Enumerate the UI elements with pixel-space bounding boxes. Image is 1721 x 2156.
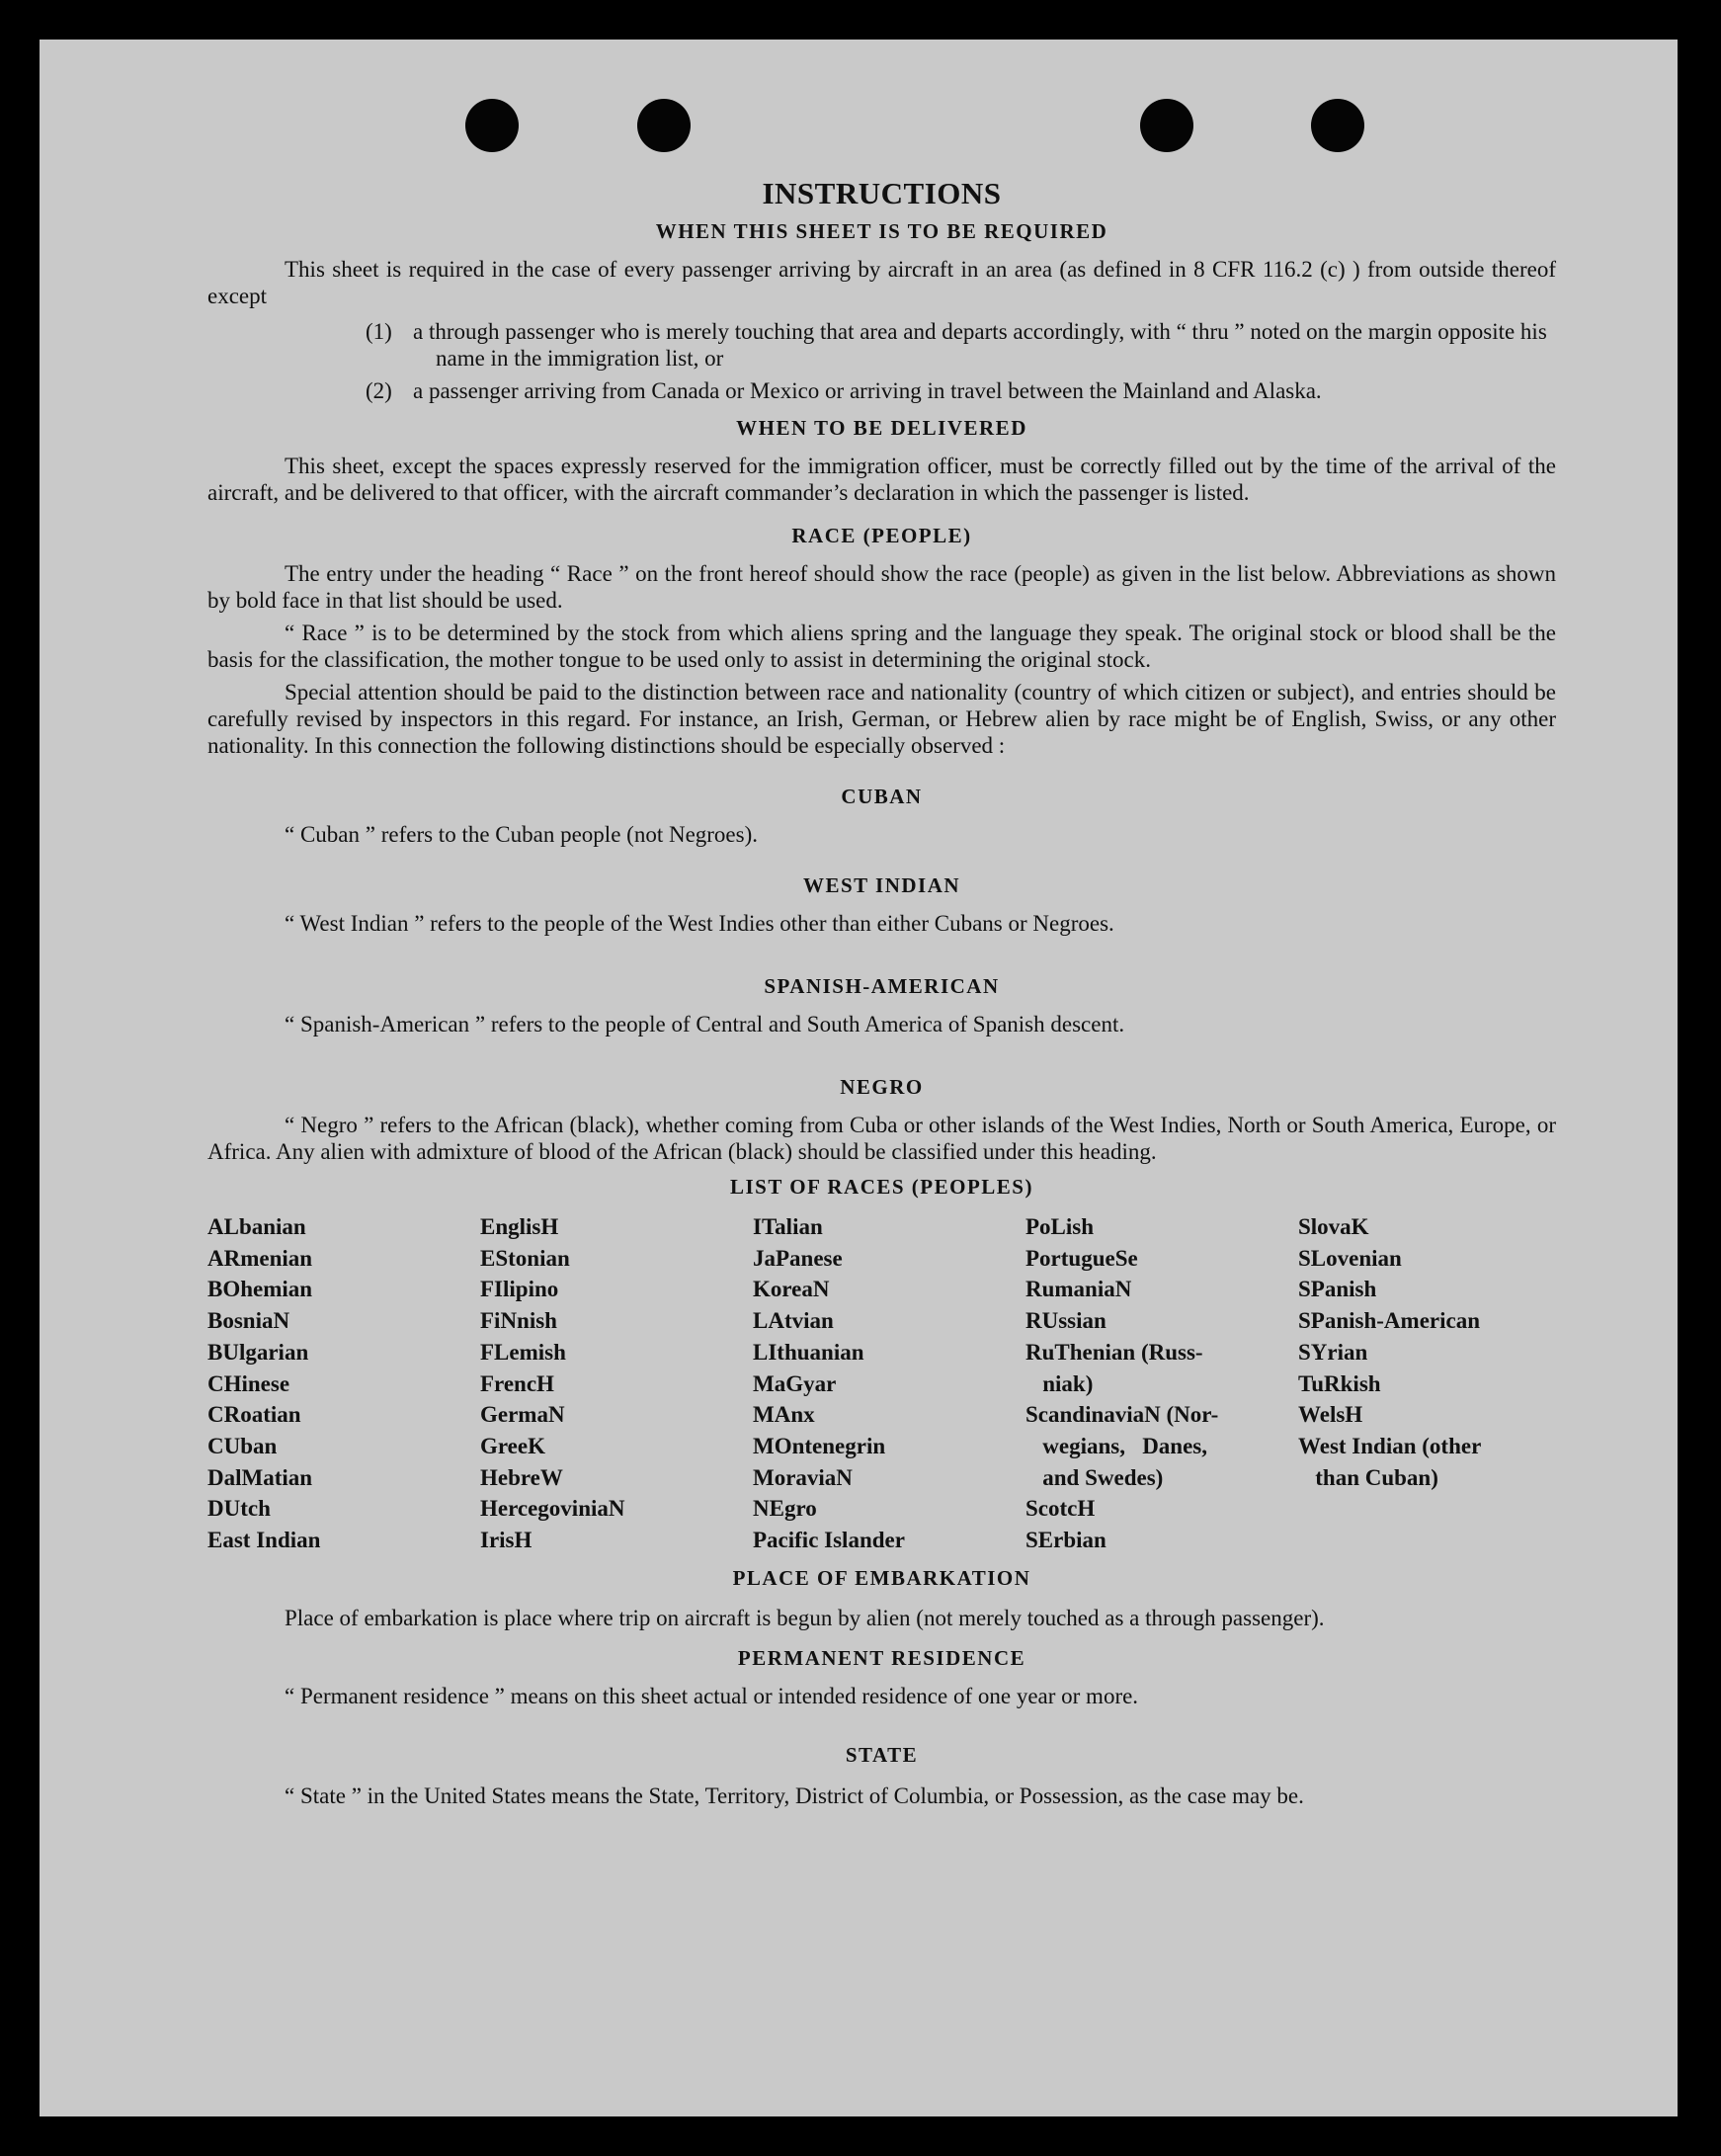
residence-text: “ Permanent residence ” means on this sheet actual or intended residence of one year or more. xyxy=(285,1683,1139,1708)
exception-item-1-num: (1) xyxy=(366,319,392,344)
when-delivered-heading: WHEN TO BE DELIVERED xyxy=(736,416,1027,440)
residence-heading: PERMANENT RESIDENCE xyxy=(737,1645,1026,1670)
race-entry: East Indian xyxy=(207,1528,321,1553)
west-indian-text: “ West Indian ” refers to the people of the West Indies other than either Cubans or Negroes. xyxy=(285,911,1114,936)
race-entry: BosniaN xyxy=(207,1308,290,1334)
cuban-heading: CUBAN xyxy=(841,785,923,808)
punch-hole-2 xyxy=(637,99,691,152)
race-entry: SYrian xyxy=(1298,1339,1368,1365)
negro-heading: NEGRO xyxy=(840,1075,924,1099)
race-entry: RumaniaN xyxy=(1025,1277,1132,1302)
race-paragraph-2: “ Race ” is to be determined by the stock from which aliens spring and the language they speak. The original stock or blood shall be the basis for the classification, the mother tongue to be used only to assist in determining the original stock. xyxy=(207,621,1556,672)
race-entry: RuThenian (Russ- xyxy=(1025,1339,1203,1365)
when-required-heading: WHEN THIS SHEET IS TO BE REQUIRED xyxy=(655,219,1108,243)
state-heading: STATE xyxy=(845,1742,919,1767)
spanish-american-heading: SPANISH-AMERICAN xyxy=(764,974,1000,998)
race-entry: CHinese xyxy=(207,1370,290,1396)
punch-hole-4 xyxy=(1311,99,1364,152)
race-entry: EStonian xyxy=(480,1245,570,1271)
race-entry: EnglisH xyxy=(480,1214,559,1239)
race-entry: than Cuban) xyxy=(1298,1464,1438,1490)
exception-item-1 xyxy=(366,318,1556,372)
page-title: INSTRUCTIONS xyxy=(762,176,1002,210)
race-entry: FLemish xyxy=(480,1339,566,1365)
race-entry: niak) xyxy=(1025,1370,1094,1396)
race-entry: NEgro xyxy=(753,1496,817,1522)
race-entry: and Swedes) xyxy=(1025,1464,1164,1490)
west-indian-heading: WEST INDIAN xyxy=(802,873,961,897)
race-column-2 xyxy=(480,1211,753,1556)
race-entry: HebreW xyxy=(480,1464,563,1490)
race-entry: SPanish-American xyxy=(1298,1308,1480,1334)
punch-hole-3 xyxy=(1140,99,1193,152)
race-entry: HercegoviniaN xyxy=(480,1496,625,1522)
race-entry: MOntenegrin xyxy=(753,1433,886,1458)
spanish-american-text: “ Spanish-American ” refers to the people of Central and South America of Spanish descent. xyxy=(285,1012,1125,1037)
race-entry: PortugueSe xyxy=(1025,1245,1138,1271)
race-entry: ALbanian xyxy=(207,1214,306,1239)
race-entry: PoLish xyxy=(1025,1214,1095,1239)
exception-item-2 xyxy=(366,377,1556,404)
race-column-4 xyxy=(1025,1211,1298,1556)
race-entry: West Indian (other xyxy=(1298,1433,1482,1458)
race-entry: MaGyar xyxy=(753,1370,837,1396)
state-text: “ State ” in the United States means the State, Territory, District of Columbia, or Possession, as the case may be. xyxy=(285,1783,1304,1808)
race-entry: SlovaK xyxy=(1298,1214,1369,1239)
race-entry: FIlipino xyxy=(480,1277,559,1302)
race-entry: ITalian xyxy=(753,1214,823,1239)
race-entry: SErbian xyxy=(1025,1528,1106,1553)
when-required-intro: This sheet is required in the case of every passenger arriving by aircraft in an area (as defined in 8 CFR 116.2 (c) ) from outside thereof except xyxy=(207,257,1556,308)
race-entry: FrencH xyxy=(480,1370,554,1396)
exception-item-2-num: (2) xyxy=(366,378,392,403)
race-entry: SPanish xyxy=(1298,1277,1377,1302)
cuban-text: “ Cuban ” refers to the Cuban people (not Negroes). xyxy=(285,822,759,847)
race-entry: GreeK xyxy=(480,1433,545,1458)
embarkation-heading: PLACE OF EMBARKATION xyxy=(732,1565,1031,1590)
race-entry: KoreaN xyxy=(753,1277,830,1302)
race-entry: FiNnish xyxy=(480,1308,557,1334)
punch-hole-1 xyxy=(465,99,519,152)
race-entry: IrisH xyxy=(480,1528,533,1553)
race-paragraph-1: The entry under the heading “ Race ” on the front hereof should show the race (people) as given in the list below. Abbreviations as shown by bold face in that list should be used. xyxy=(207,561,1556,613)
race-entry: LAtvian xyxy=(753,1308,834,1334)
race-entry: CUban xyxy=(207,1433,278,1458)
race-entry: ARmenian xyxy=(207,1245,313,1271)
race-entry: MAnx xyxy=(753,1402,815,1428)
document-sheet xyxy=(40,40,1678,2116)
race-entry: Pacific Islander xyxy=(753,1528,905,1553)
race-paragraph-3: Special attention should be paid to the distinction between race and nationality (country of which citizen or subject), and entries should be carefully revised by inspectors in this regard. For instance, an Irish, German, or Hebrew alien by race might be of English, Swiss, or any other nationality. In this connection the following distinctions should be especially observed : xyxy=(207,680,1556,758)
exception-item-1-text: a through passenger who is merely touching that area and departs accordingly, with “ thru ” noted on the margin opposite his name in the immigration list, or xyxy=(413,319,1547,371)
race-entry: JaPanese xyxy=(753,1245,843,1271)
race-entry: LIthuanian xyxy=(753,1339,864,1365)
race-entry: ScandinaviaN (Nor- xyxy=(1025,1402,1219,1428)
when-delivered-text: This sheet, except the spaces expressly reserved for the immigration officer, must be correctly filled out by the time of the arrival of the aircraft, and be delivered to that officer, with the aircraft commander’s declaration in which the passenger is listed. xyxy=(207,454,1556,505)
race-entry: GermaN xyxy=(480,1402,565,1428)
race-entry: CRoatian xyxy=(207,1402,301,1428)
race-column-1 xyxy=(207,1211,480,1556)
race-entry: SLovenian xyxy=(1298,1245,1402,1271)
race-entry: TuRkish xyxy=(1298,1370,1381,1396)
race-entry: MoraviaN xyxy=(753,1464,853,1490)
instructions-content xyxy=(207,176,1556,1813)
race-entry: BUlgarian xyxy=(207,1339,309,1365)
race-entry: ScotcH xyxy=(1025,1496,1096,1522)
race-entry: DUtch xyxy=(207,1496,271,1522)
list-of-races-heading: LIST OF RACES (PEOPLES) xyxy=(730,1175,1033,1199)
race-heading: RACE (PEOPLE) xyxy=(791,524,972,547)
race-list xyxy=(207,1211,1556,1556)
race-entry: wegians, Danes, xyxy=(1025,1433,1208,1458)
race-entry: DalMatian xyxy=(207,1464,313,1490)
exception-item-2-text: a passenger arriving from Canada or Mexico or arriving in travel between the Mainland and Alaska. xyxy=(413,378,1322,403)
race-entry: BOhemian xyxy=(207,1277,313,1302)
negro-text: “ Negro ” refers to the African (black), whether coming from Cuba or other islands of the West Indies, North or South America, Europe, or Africa. Any alien with admixture of blood of the African (black) should be classified under this heading. xyxy=(207,1113,1556,1164)
race-column-5 xyxy=(1298,1211,1535,1556)
race-entry: WelsH xyxy=(1298,1402,1363,1428)
embarkation-text: Place of embarkation is place where trip on aircraft is begun by alien (not merely touched as a through passenger). xyxy=(285,1605,1325,1630)
race-column-3 xyxy=(753,1211,1025,1556)
race-entry: RUssian xyxy=(1025,1308,1106,1334)
